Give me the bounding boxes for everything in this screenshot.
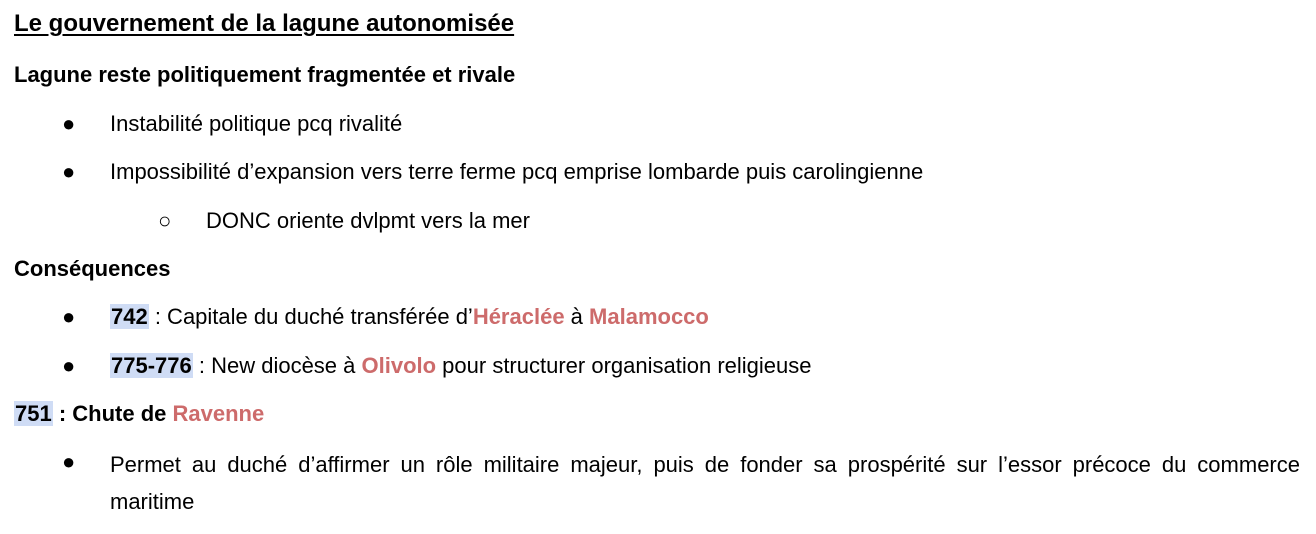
place-name: Olivolo bbox=[361, 353, 437, 378]
section-heading-fragmentation: Lagune reste politiquement fragmentée et rivale bbox=[14, 62, 516, 87]
list-item-text: Impossibilité d’expansion vers terre ferme pcq emprise lombarde puis carolingienne bbox=[110, 159, 924, 184]
heading-fragment: : Chute de bbox=[52, 401, 173, 426]
bullet-icon: ● bbox=[62, 111, 76, 136]
text-fragment: pour structurer organisation religieuse bbox=[436, 353, 812, 378]
date-highlight: 751 bbox=[15, 401, 52, 426]
text-fragment: à bbox=[564, 304, 590, 329]
text-fragment: : New diocèse à bbox=[192, 353, 362, 378]
list-item-text bbox=[110, 304, 709, 330]
page-title: Le gouvernement de la lagune autonomisée bbox=[14, 10, 515, 37]
place-name: Héraclée bbox=[472, 304, 565, 329]
section-heading-consequences: Conséquences bbox=[14, 256, 171, 281]
date-highlight: 775-776 bbox=[111, 353, 192, 378]
date-highlight: 742 bbox=[111, 304, 148, 329]
bullet-icon: ● bbox=[62, 159, 76, 184]
text-fragment: : Capitale du duché transférée d’ bbox=[148, 304, 473, 329]
list-item-text: Permet au duché d’affirmer un rôle militaire majeur, puis de fonder sa prospérité sur l’essor précoce du commerce maritime bbox=[110, 452, 1300, 514]
bullet-icon: ● bbox=[62, 304, 76, 329]
place-name: Ravenne bbox=[172, 401, 265, 426]
hollow-bullet-icon: ○ bbox=[158, 208, 172, 233]
place-name: Malamocco bbox=[589, 304, 709, 329]
section-heading-ravenne bbox=[14, 401, 264, 427]
bullet-icon: ● bbox=[62, 449, 76, 474]
list-item-text bbox=[110, 353, 811, 379]
sub-list-item-text: DONC oriente dvlpmt vers la mer bbox=[206, 208, 530, 233]
bullet-icon: ● bbox=[62, 353, 76, 378]
list-item-text: Instabilité politique pcq rivalité bbox=[110, 111, 403, 136]
